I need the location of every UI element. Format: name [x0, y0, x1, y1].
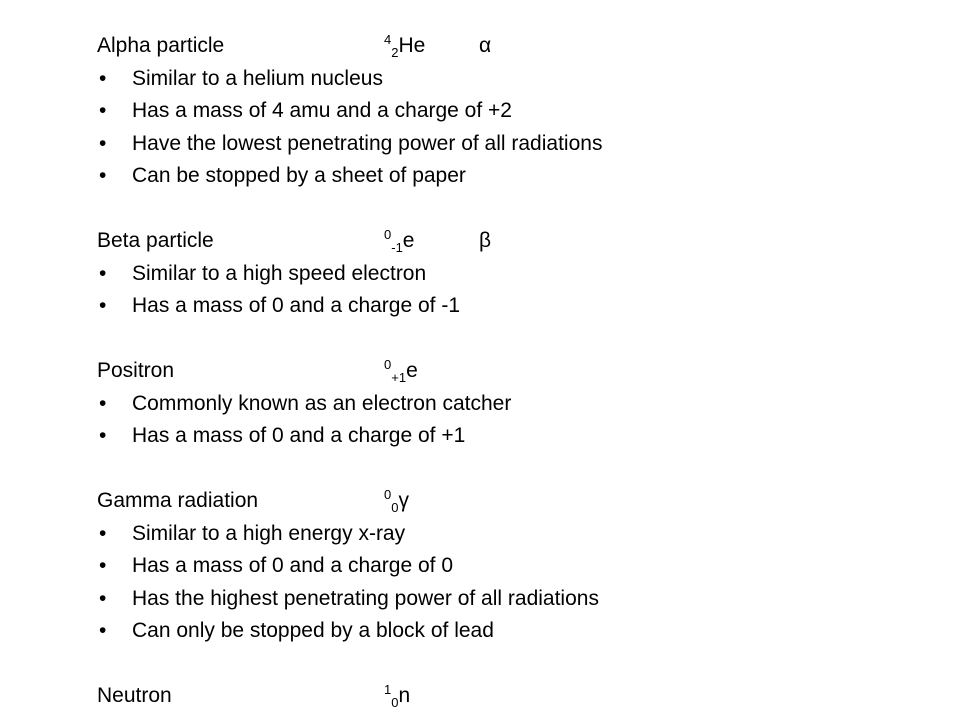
bullet-icon: •: [99, 619, 107, 642]
bullet-icon: •: [99, 131, 107, 155]
nuclear-notation: [384, 30, 425, 65]
list-item-text: Can be stopped by a sheet of paper: [132, 164, 466, 187]
list-item-text: Has a mass of 0 and a charge of +1: [132, 424, 466, 447]
list-item: [97, 420, 917, 453]
bullet-icon: •: [99, 261, 107, 285]
list-item-text: Can only be stopped by a block of lead: [132, 619, 494, 642]
list-item-text: Has a mass of 4 amu and a charge of +2: [132, 99, 512, 122]
list-item-text: Have the lowest penetrating power of all radiations: [132, 131, 603, 155]
list-item: [97, 583, 917, 616]
spacer: [97, 648, 917, 681]
bullet-icon: •: [99, 391, 107, 415]
list-item-text: Commonly known as an electron catcher: [132, 391, 512, 415]
list-item: [97, 290, 917, 323]
list-item: [97, 615, 917, 648]
section-heading-neutron: [97, 680, 917, 713]
particle-name: Neutron: [97, 684, 172, 707]
section-heading-alpha: [97, 30, 917, 63]
list-item-text: Has the highest penetrating power of all radiations: [132, 586, 599, 610]
mass-number: 4: [384, 32, 392, 47]
spacer: [97, 193, 917, 226]
mass-number: 1: [384, 682, 392, 697]
spacer: [97, 323, 917, 356]
list-item-text: Similar to a high energy x-ray: [132, 521, 406, 545]
list-item: [97, 518, 917, 551]
list-item: [97, 388, 917, 421]
list-item: [97, 128, 917, 161]
bullet-icon: •: [99, 99, 107, 122]
bullet-icon: •: [99, 164, 107, 187]
bullet-icon: •: [99, 294, 107, 317]
nuclear-notation: [384, 355, 418, 390]
list-item: [97, 63, 917, 96]
list-item-text: Has a mass of 0 and a charge of -1: [132, 294, 461, 317]
atomic-number: +1: [391, 370, 407, 385]
section-heading-positron: [97, 355, 917, 388]
particle-name: Positron: [97, 359, 175, 382]
atomic-number: 0: [391, 500, 399, 515]
list-item: [97, 258, 917, 291]
mass-number: 0: [384, 357, 392, 372]
list-item-text: Similar to a high speed electron: [132, 261, 427, 285]
bullet-icon: •: [99, 66, 107, 90]
list-item: [97, 95, 917, 128]
bullet-icon: •: [99, 586, 107, 610]
atomic-number: 2: [391, 45, 399, 60]
list-item-text: Similar to a helium nucleus: [132, 66, 383, 90]
atomic-number: 0: [391, 695, 399, 710]
nuclear-notation: [384, 225, 414, 260]
spacer: [97, 453, 917, 486]
list-item: [97, 160, 917, 193]
mass-number: 0: [384, 487, 392, 502]
section-heading-beta: [97, 225, 917, 258]
nuclear-notation: [384, 680, 410, 715]
nuclear-notation: [384, 485, 409, 520]
list-item-text: Has a mass of 0 and a charge of 0: [132, 554, 454, 577]
element-symbol: e: [402, 229, 415, 252]
element-symbol: e: [406, 359, 418, 382]
element-symbol: He: [398, 34, 426, 57]
bullet-icon: •: [99, 424, 107, 447]
section-heading-gamma: [97, 485, 917, 518]
greek-symbol: α: [479, 34, 492, 57]
bullet-icon: •: [99, 554, 107, 577]
particle-name: Gamma radiation: [97, 489, 259, 512]
bullet-icon: •: [99, 521, 107, 545]
element-symbol: γ: [398, 489, 409, 512]
slide-content: [97, 30, 917, 713]
element-symbol: n: [398, 684, 411, 707]
particle-name: Beta particle: [97, 229, 214, 252]
atomic-number: -1: [391, 240, 403, 255]
greek-symbol: β: [479, 229, 492, 252]
mass-number: 0: [384, 227, 392, 242]
particle-name: Alpha particle: [97, 34, 225, 57]
list-item: [97, 550, 917, 583]
